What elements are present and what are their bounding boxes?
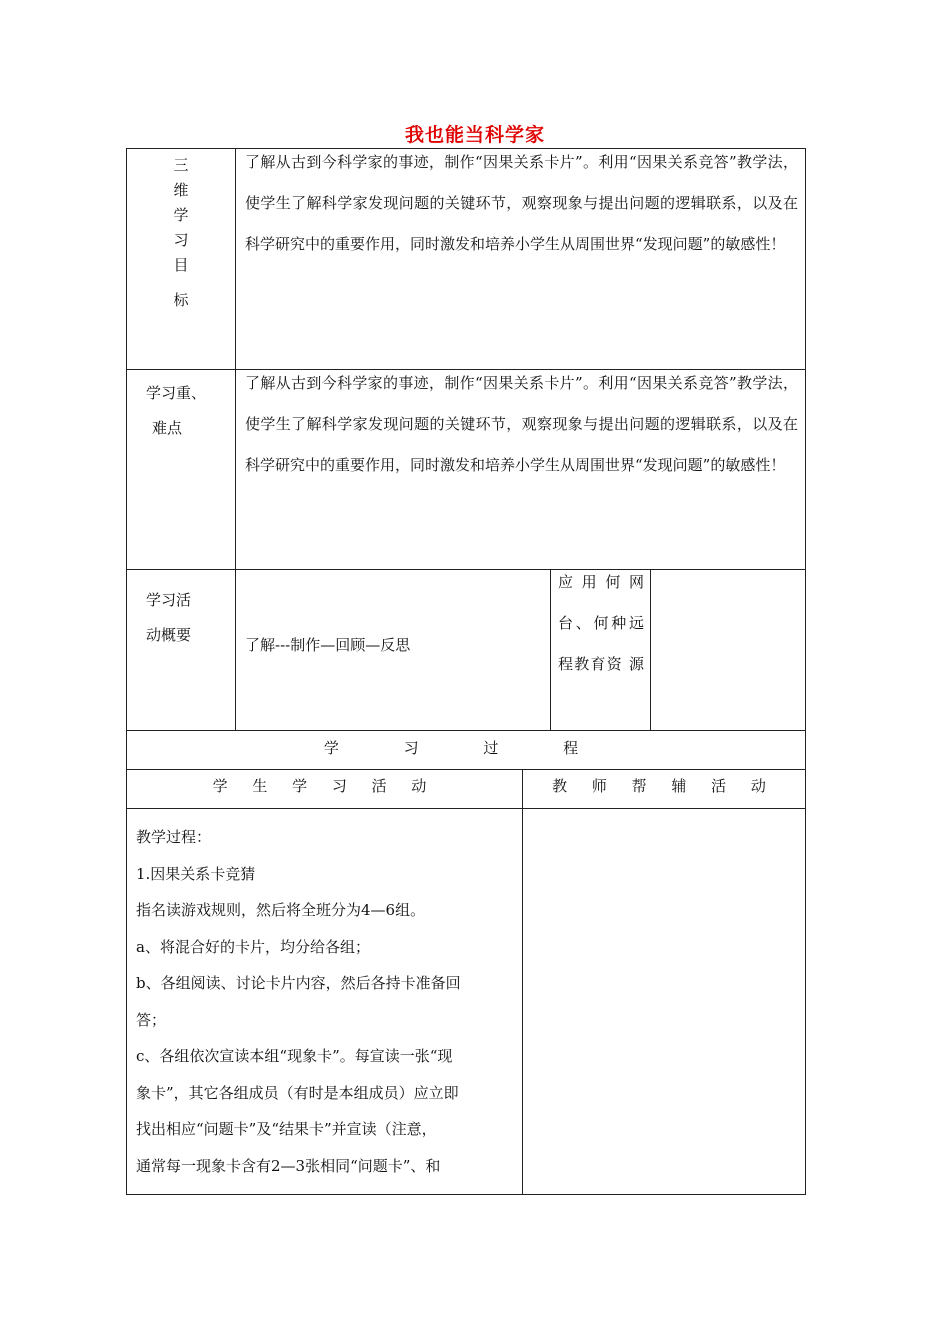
objectives-content: 了解从古到今科学家的事迹，制作“因果关系卡片”。利用“因果关系竞答”教学法，使学生了解科学家发现问题的关键环节，观察现象与提出问题的逻辑联系，以及在科学研究中的重要作用，同时激发和培养小学生从周围世界“发现问题”的敏感性！ <box>245 153 798 253</box>
student-line: b、各组阅读、讨论卡片内容，然后各持卡准备回 <box>136 974 461 992</box>
student-line: 象卡”，其它各组成员（有时是本组成员）应立即 <box>136 1083 459 1102</box>
student-activity-content <box>136 819 516 1184</box>
resource-column-divider <box>550 569 551 731</box>
label-column-divider <box>235 148 236 731</box>
objectives-label-char: 习 <box>173 231 189 249</box>
row-divider <box>126 808 806 809</box>
table-border-right <box>805 148 806 1195</box>
table-border-bottom <box>126 1194 806 1195</box>
activity-overview-label <box>146 583 191 653</box>
student-line: 指名读游戏规则，然后将全班分为4—6组。 <box>136 901 426 919</box>
key-points-content: 了解从古到今科学家的事迹，制作“因果关系卡片”。利用“因果关系竞答”教学法，使学生了解科学家发现问题的关键环节，观察现象与提出问题的逻辑联系，以及在科学研究中的重要作用，同时激发和培养小学生从周围世界“发现问题”的敏感性！ <box>245 374 798 474</box>
objectives-label-char: 维 <box>173 181 189 199</box>
row-divider <box>126 569 806 570</box>
teacher-activity-header: 教 师 帮 辅 活 动 <box>552 777 776 795</box>
student-line: a、将混合好的卡片，均分给各组； <box>136 937 370 956</box>
student-line: 答； <box>136 1010 167 1029</box>
resource-label: 应用何网台、何种远程教育资 源 <box>558 573 644 673</box>
objectives-label-char: 标 <box>173 291 189 309</box>
resource-value-divider <box>650 569 651 731</box>
student-activity-header: 学 生 学 习 活 动 <box>212 777 437 795</box>
student-line: 找出相应“问题卡”及“结果卡”并宣读（注意， <box>136 1120 437 1138</box>
objectives-label-char: 学 <box>173 206 189 224</box>
student-line: 教学过程： <box>136 828 212 846</box>
document-title: 我也能当科学家 <box>404 124 545 146</box>
row-divider <box>126 769 806 770</box>
student-line: 通常每一现象卡含有2—3张相同“问题卡”、和 <box>136 1156 441 1175</box>
objectives-label-char: 三 <box>173 156 189 174</box>
activity-overview-content: 了解---制作—回顾—反思 <box>245 636 411 654</box>
objectives-label-char: 目 <box>173 256 189 274</box>
row-divider <box>126 730 806 731</box>
key-points-label-line: 难点 <box>152 419 183 437</box>
activity-overview-label-line: 动概要 <box>146 626 192 644</box>
objectives-label <box>127 153 235 313</box>
key-points-label <box>146 376 206 446</box>
key-points-label-line: 学习重、 <box>146 384 207 402</box>
activity-overview-label-line: 学习活 <box>146 591 192 609</box>
process-header: 学 习 过 程 <box>323 739 609 757</box>
process-column-divider <box>522 769 523 1195</box>
student-line: c、各组依次宣读本组“现象卡”。每宣读一张“现 <box>136 1047 453 1065</box>
student-line: 1.因果关系卡竞猜 <box>136 864 256 883</box>
